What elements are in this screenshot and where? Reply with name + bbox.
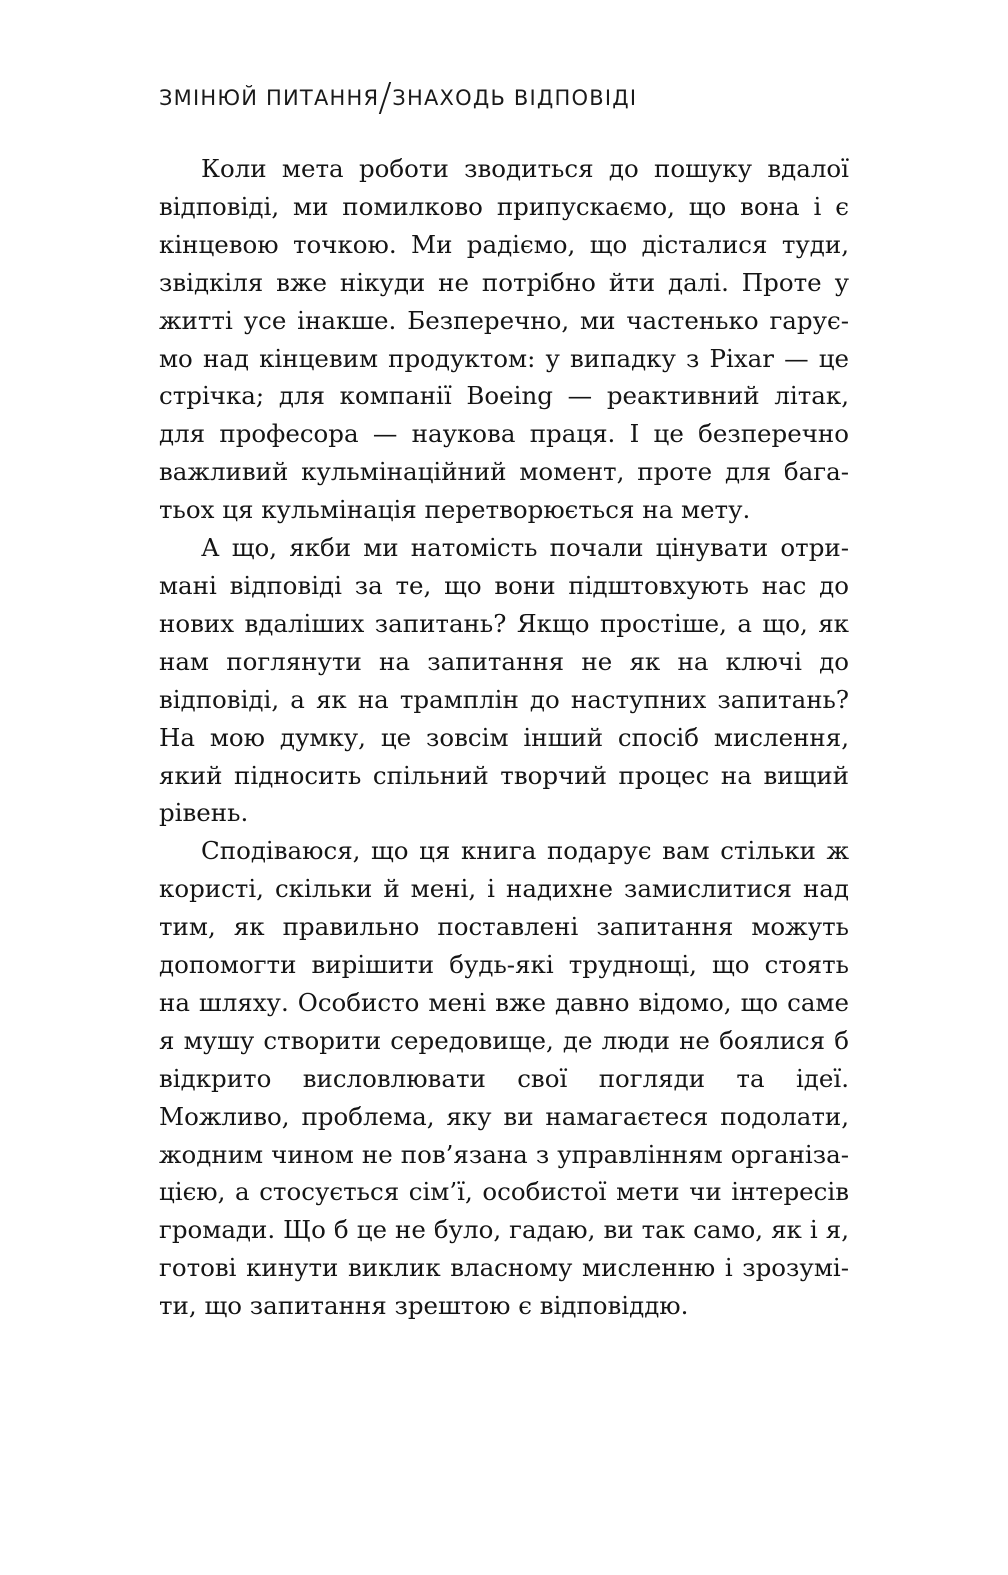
running-head-left: ЗМІНЮЙ ПИТАННЯ (159, 86, 380, 110)
slash-divider (379, 82, 391, 114)
paragraph-1: Коли мета роботи зводиться до пошуку вдалої відповіді, ми помилково припускаємо, що вона і є кінцевою точкою. Ми радіємо, що дісталися туди, звідкіля вже нікуди не потрібно йти далі. Проте у житті усе інакше. Безперечно, ми частенько гаруємо над кінцевим продуктом: у випадку з Pixar — це стрічка; для компанії Boeing — реактивний літак, для професора — наукова праця. І це безперечно важливий кульмінаційний момент, проте для багатьох ця кульмінація перетворюється на мету. (159, 154, 849, 525)
paragraph-2: А що, якби ми натомість почали цінувати отримані відповіді за те, що вони підштовхують нас до нових вдаліших запитань? Якщо простіше, а що, як нам поглянути на запитання не як на ключі до відповіді, а як на трамплін до наступних запитань? На мою думку, це зовсім інший спосіб мислення, який підносить спільний творчий процес на вищий рівень. (159, 533, 849, 828)
body-text (159, 150, 849, 1325)
running-head-right: ЗНАХОДЬ ВІДПОВІДІ (392, 86, 638, 110)
paragraph-3: Сподіваюся, що ця книга подарує вам стільки ж користі, скільки й мені, і надихне замислитися над тим, як правильно поставлені запитання можуть допомогти вирішити будь-які труднощі, що стоять на шляху. Особисто мені вже давно відомо, що саме я мушу створити середовище, де люди не боялися б відкрито висловлювати свої погляди та ідеї. Можливо, проблема, яку ви намагаєтеся подолати, жодним чином не пов’язана з управлінням організацією, а стосується сім’ї, особистої мети чи інтересів громади. Що б це не було, гадаю, ви так само, як і я, готові кинути виклик власному мисленню і зрозуміти, що запитання зрештою є відповіддю. (159, 836, 849, 1321)
running-head (159, 80, 637, 116)
